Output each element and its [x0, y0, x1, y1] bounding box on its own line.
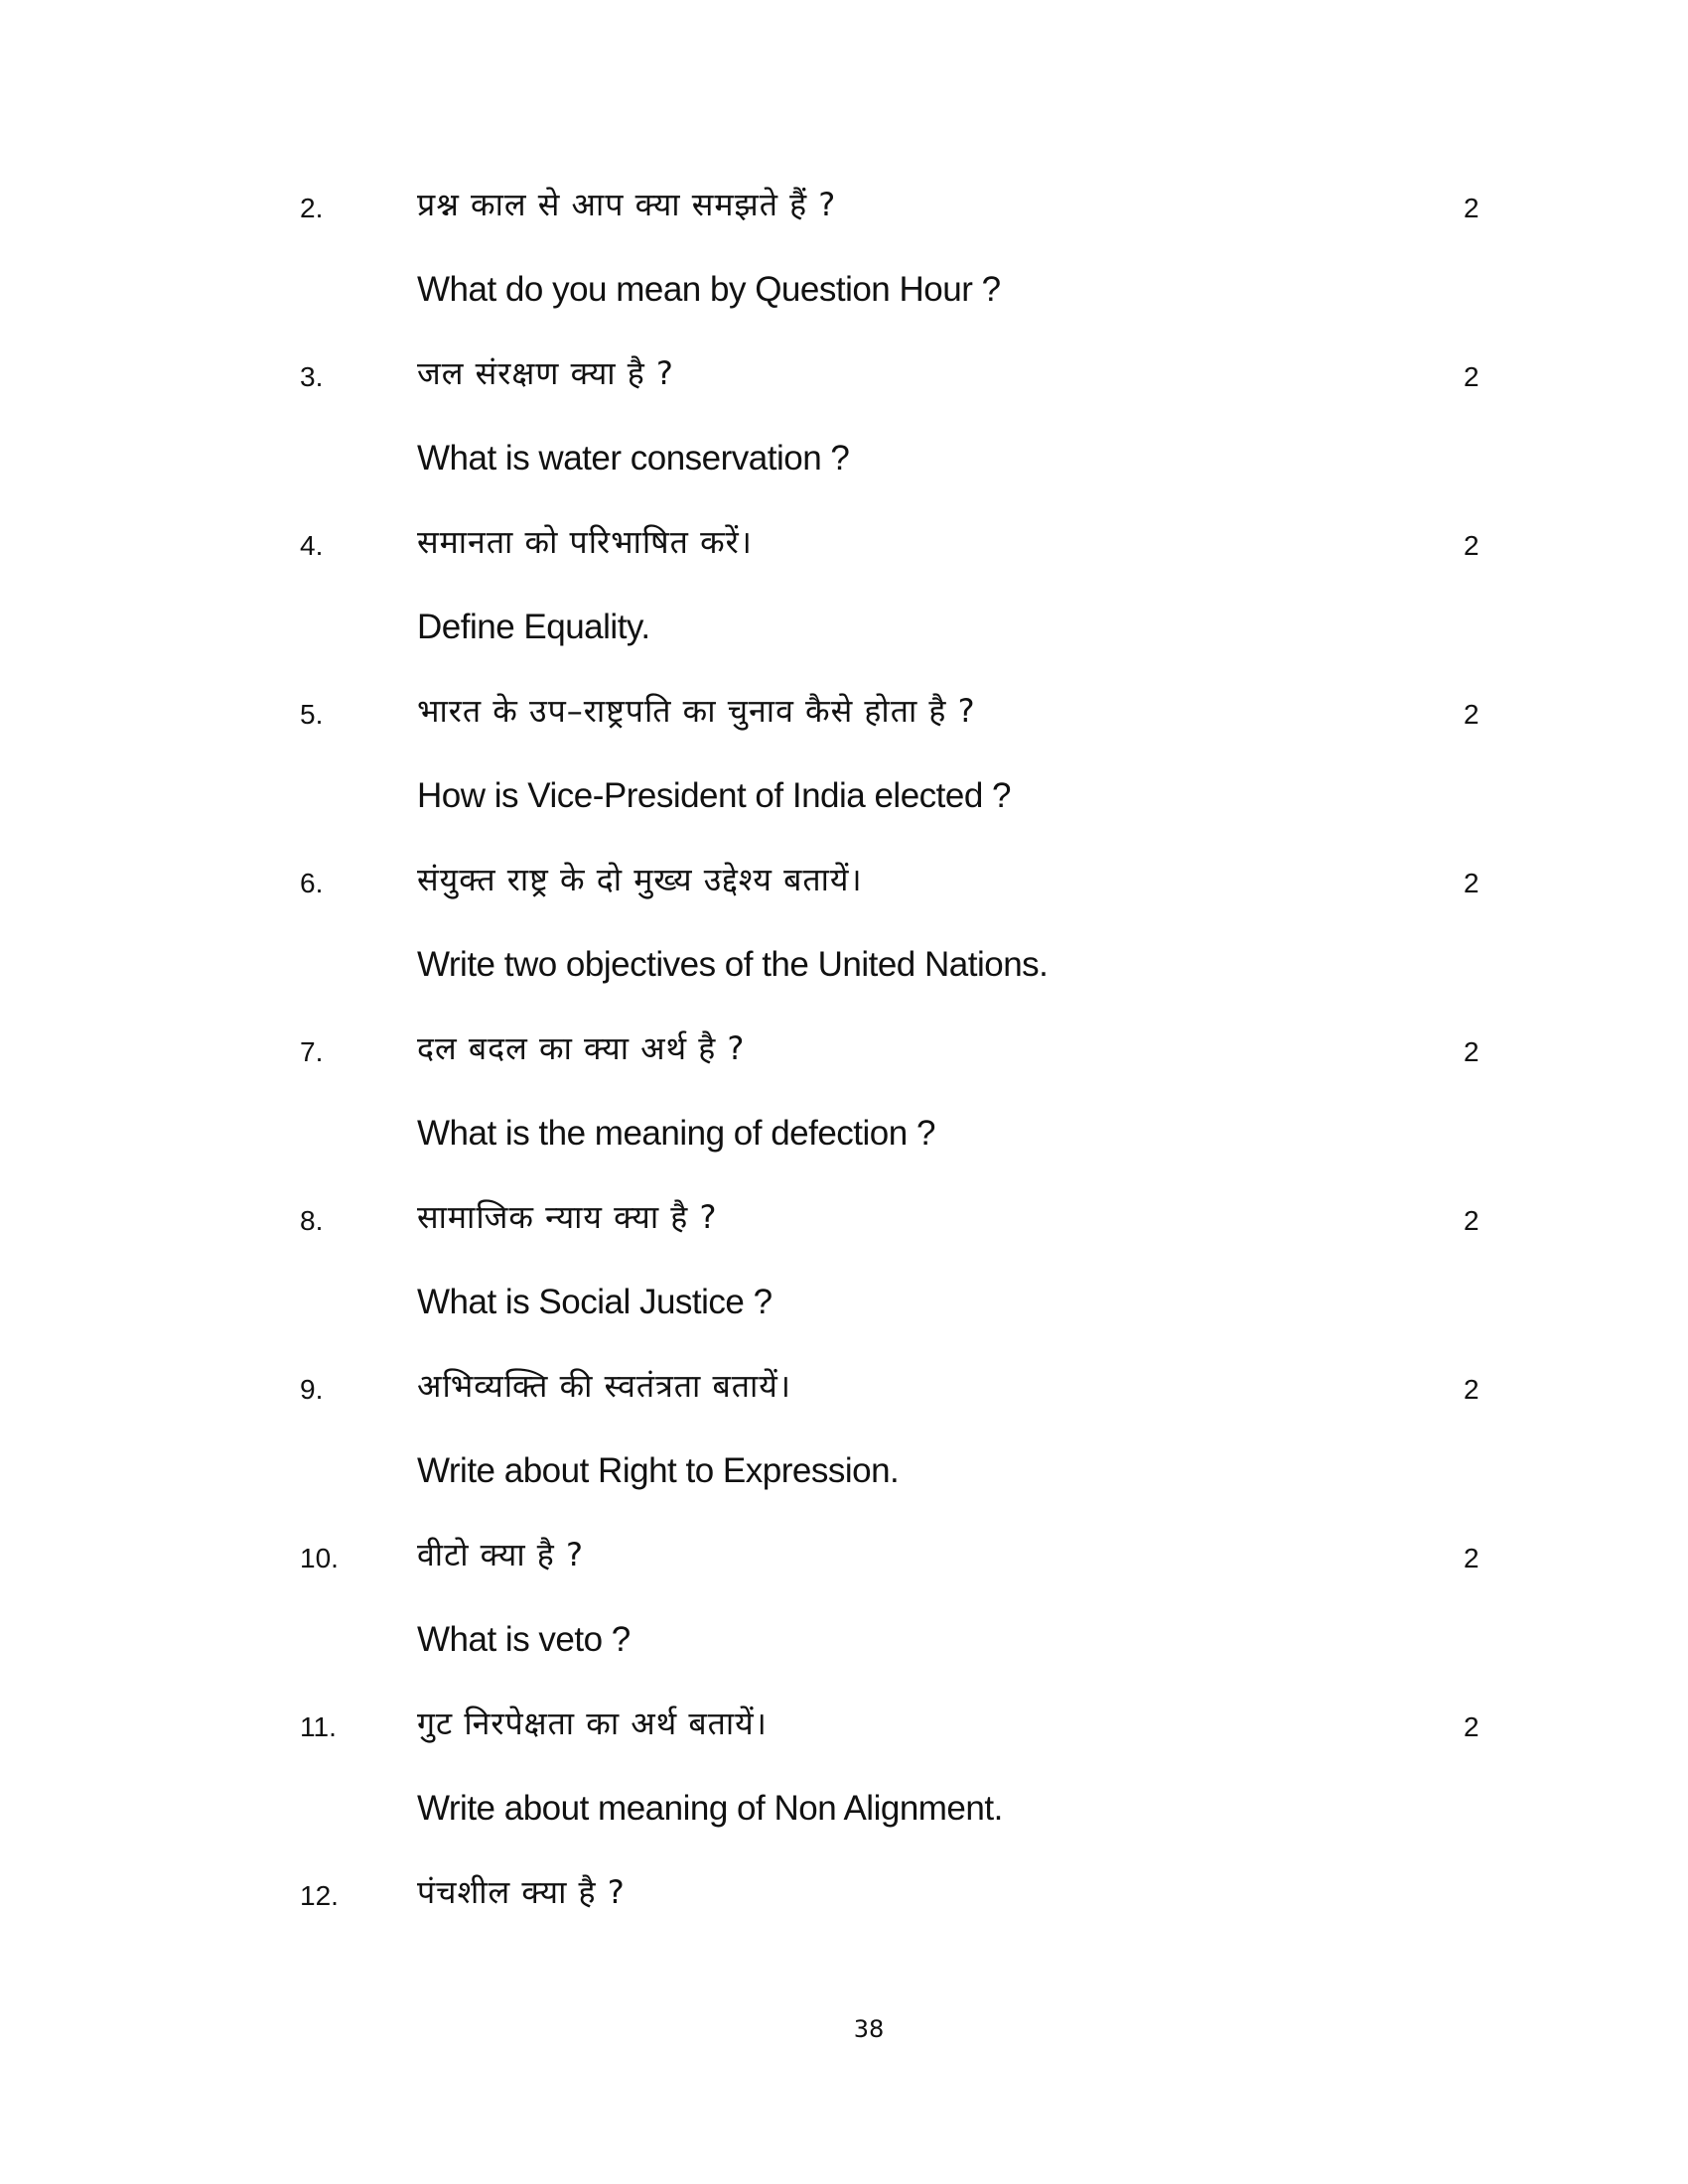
question-number: 9. [300, 1374, 324, 1405]
question-9-hindi-row [0, 1360, 1688, 1420]
question-text-hindi: दल बदल का क्या अर्थ है ? [417, 1029, 746, 1067]
question-number: 4. [300, 530, 324, 561]
question-marks: 2 [1464, 1711, 1479, 1742]
question-6-hindi-row [0, 854, 1688, 913]
question-marks: 2 [1464, 1036, 1479, 1067]
question-11-hindi-row [0, 1698, 1688, 1757]
question-11-english: Write about meaning of Non Alignment. [417, 1789, 1003, 1828]
question-12-hindi-row [0, 1866, 1688, 1926]
question-marks: 2 [1464, 530, 1479, 561]
question-text-hindi: सामाजिक न्याय क्या है ? [417, 1198, 718, 1236]
question-10-hindi-row [0, 1529, 1688, 1588]
question-2-hindi-row [0, 179, 1688, 238]
question-4-hindi-row [0, 516, 1688, 576]
question-number: 2. [300, 193, 324, 223]
question-marks: 2 [1464, 1205, 1479, 1236]
question-text-hindi: अभिव्यक्ति की स्वतंत्रता बतायें। [417, 1367, 791, 1405]
question-number: 7. [300, 1036, 324, 1067]
question-text-hindi: प्रश्न काल से आप क्या समझते हैं ? [417, 186, 837, 223]
question-text-hindi: गुट निरपेक्षता का अर्थ बतायें। [417, 1705, 768, 1742]
question-number: 10. [300, 1543, 339, 1573]
question-5-english: How is Vice-President of India elected ? [417, 776, 1012, 815]
question-number: 3. [300, 361, 324, 392]
question-3-hindi-row [0, 347, 1688, 407]
question-marks: 2 [1464, 699, 1479, 730]
question-number: 12. [300, 1880, 339, 1911]
question-text-hindi: पंचशील क्या है ? [417, 1873, 626, 1911]
question-marks: 2 [1464, 868, 1479, 898]
question-number: 6. [300, 868, 324, 898]
question-number: 5. [300, 699, 324, 730]
question-marks: 2 [1464, 361, 1479, 392]
question-5-hindi-row [0, 685, 1688, 745]
question-8-english: What is Social Justice ? [417, 1283, 773, 1321]
question-text-hindi: समानता को परिभाषित करें। [417, 523, 753, 561]
question-marks: 2 [1464, 1374, 1479, 1405]
question-7-hindi-row [0, 1023, 1688, 1082]
question-6-english: Write two objectives of the United Nations. [417, 945, 1049, 984]
question-4-english: Define Equality. [417, 608, 650, 646]
question-marks: 2 [1464, 193, 1479, 223]
question-3-english: What is water conservation ? [417, 439, 850, 478]
question-text-hindi: संयुक्त राष्ट्र के दो मुख्य उद्देश्य बतायें। [417, 861, 863, 898]
question-10-english: What is veto ? [417, 1620, 631, 1659]
question-number: 8. [300, 1205, 324, 1236]
question-number: 11. [300, 1711, 337, 1742]
question-8-hindi-row [0, 1191, 1688, 1251]
page-number: 38 [853, 2015, 885, 2043]
question-7-english: What is the meaning of defection ? [417, 1114, 935, 1153]
question-text-hindi: वीटो क्या है ? [417, 1536, 584, 1573]
question-text-hindi: भारत के उप–राष्ट्रपति का चुनाव कैसे होता है ? [417, 692, 976, 730]
question-2-english: What do you mean by Question Hour ? [417, 270, 1001, 309]
question-9-english: Write about Right to Expression. [417, 1451, 900, 1490]
question-marks: 2 [1464, 1543, 1479, 1573]
question-text-hindi: जल संरक्षण क्या है ? [417, 354, 674, 392]
